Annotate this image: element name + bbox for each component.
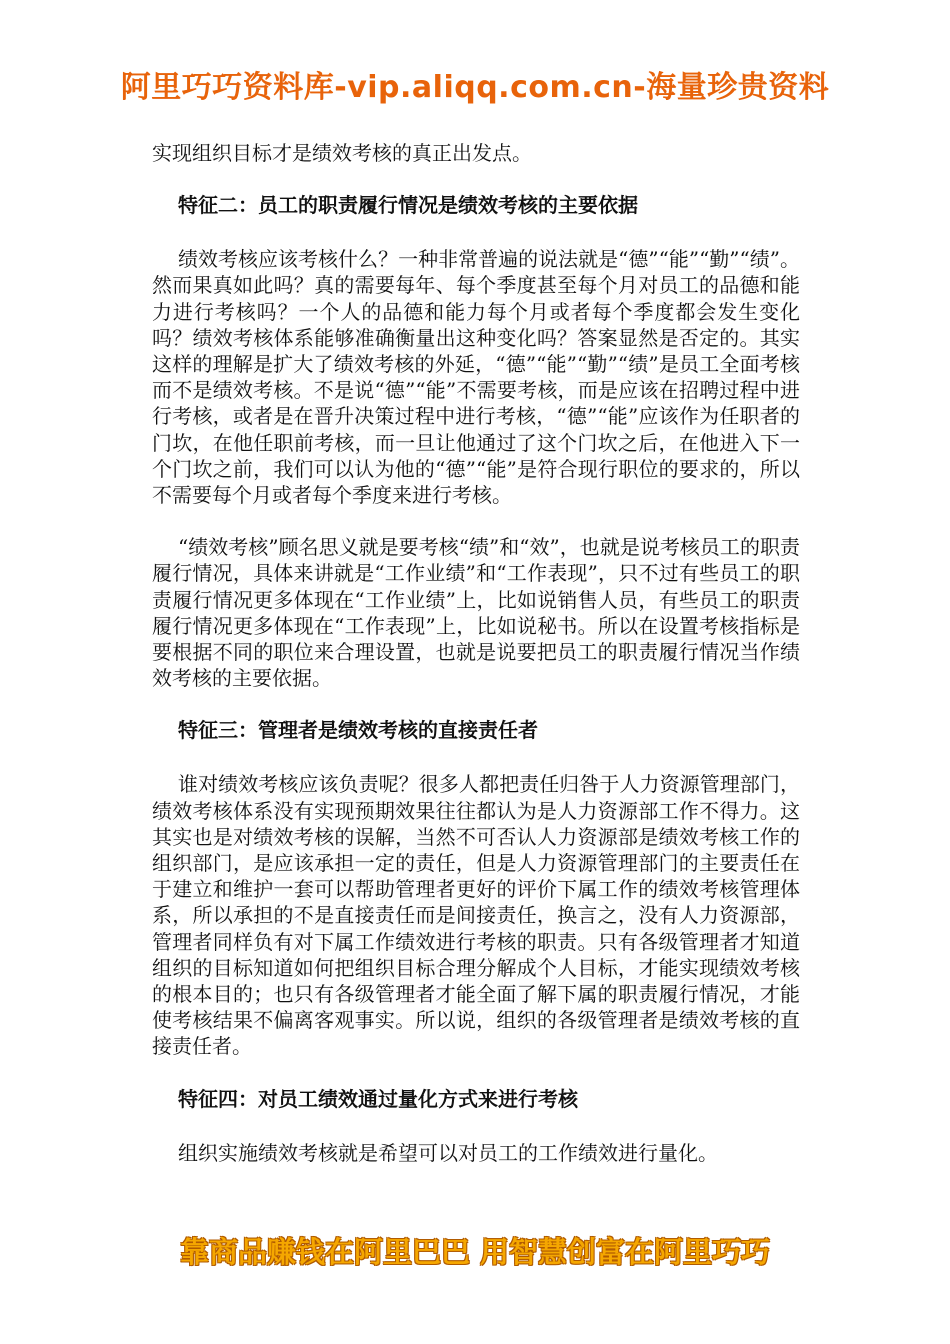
- feature4-paragraph-1: 组织实施绩效考核就是希望可以对员工的工作绩效进行量化。: [178, 1140, 718, 1165]
- feature2-heading: 特征二：员工的职责履行情况是绩效考核的主要依据: [178, 193, 638, 218]
- feature4-heading: 特征四：对员工绩效通过量化方式来进行考核: [178, 1086, 578, 1111]
- document-body: [152, 140, 800, 1166]
- intro-tail-paragraph: 实现组织目标才是绩效考核的真正出发点。: [152, 141, 532, 165]
- feature2-paragraph-1: 绩效考核应该考核什么？一种非常普遍的说法就是“德”“能”“勤”“绩”。然而果真如此吗？真的需要每年、每个季度甚至每个月对员工的品德和能力进行考核吗？一个人的品德和能力每个月或者每个季度都会发生变化吗？绩效考核体系能够准确衡量出这种变化吗？答案显然是否定的。其实这样的理解是扩大了绩效考核的外延，“德”“能”“勤”“绩”是员工全面考核而不是绩效考核。不是说“德”“能”不需要考核，而是应该在招聘过程中进行考核，或者是在晋升决策过程中进行考核，“德”“能”应该作为任职者的门坎，在他任职前考核，而一旦让他通过了这个门坎之后，在他进入下一个门坎之前，我们可以认为他的“德”“能”是符合现行职位的要求的，所以不需要每个月或者每个季度来进行考核。: [152, 247, 800, 508]
- feature3-heading: 特征三：管理者是绩效考核的直接责任者: [178, 718, 538, 743]
- feature3-paragraph-1: 谁对绩效考核应该负责呢？很多人都把责任归咎于人力资源管理部门，绩效考核体系没有实现预期效果往往都认为是人力资源部工作不得力。这其实也是对绩效考核的误解，当然不可否认人力资源部是绩效考核工作的组织部门，是应该承担一定的责任，但是人力资源管理部门的主要责任在于建立和维护一套可以帮助管理者更好的评价下属工作的绩效考核管理体系，所以承担的不是直接责任而是间接责任，换言之，没有人力资源部，管理者同样负有对下属工作绩效进行考核的职责。只有各级管理者才知道组织的目标知道如何把组织目标合理分解成个人目标，才能实现绩效考核的根本目的；也只有各级管理者才能全面了解下属的职责履行情况，才能使考核结果不偏离客观事实。所以说，组织的各级管理者是绩效考核的直接责任者。: [152, 772, 800, 1059]
- header-banner: 阿里巧巧资料库-vip.aliqq.com.cn-海量珍贵资料: [120, 70, 830, 105]
- feature2-paragraph-2: “绩效考核”顾名思义就是要考核“绩”和“效”，也就是说考核员工的职责履行情况，具体来讲就是“工作业绩”和“工作表现”，只不过有些员工的职责履行情况更多体现在“工作业绩”上，比如说销售人员，有些员工的职责履行情况更多体现在“工作表现”上，比如说秘书。所以在设置考核指标是要根据不同的职位来合理设置，也就是说要把员工的职责履行情况当作绩效考核的主要依据。: [152, 535, 800, 691]
- footer-banner: 靠商品赚钱在阿里巴巴 用智慧创富在阿里巧巧: [179, 1235, 771, 1269]
